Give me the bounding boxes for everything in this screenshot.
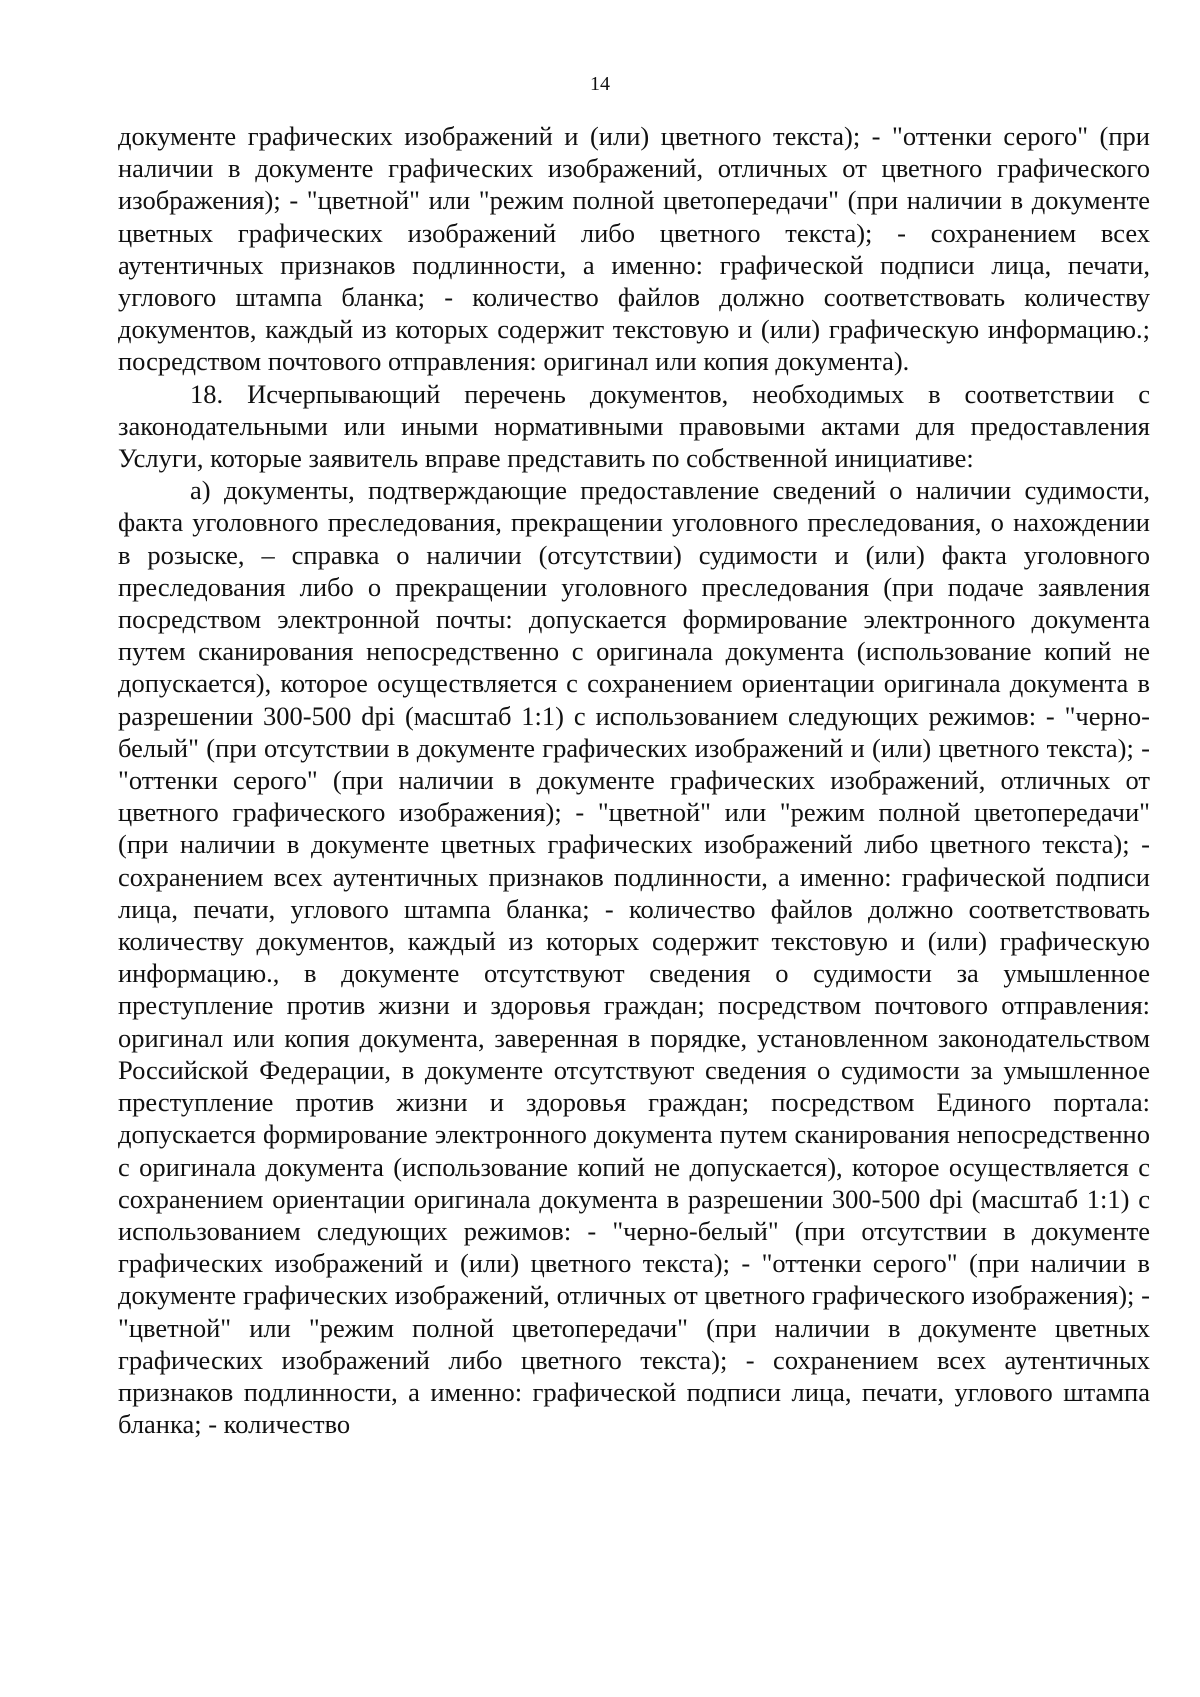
paragraph-subitem-a: а) документы, подтверждающие предоставление сведений о наличии судимости, факта уголовного преследования, прекращении уголовного преследования, о нахождении в розыске, – справка о наличии (отсутствии) судимости и (или) факта уголовного преследования либо о прекращении уголовного преследования (при подаче заявления посредством электронной почты: допускается формирование электронного документа путем сканирования непосредственно с оригинала документа (использование копий не допускается), которое осуществляется с сохранением ориентации оригинала документа в разрешении 300-500 dpi (масштаб 1:1) с использованием следующих режимов: - "черно-белый" (при отсутствии в документе графических изображений и (или) цветного текста); - "оттенки серого" (при наличии в документе графических изображений, отличных от цветного графического изображения); - "цветной" или "режим полной цветопередачи" (при наличии в документе цветных графических изображений либо цветного текста); - сохранением всех аутентичных признаков подлинности, а именно: графической подписи лица, печати, углового штампа бланка; - количество файлов должно соответствовать количеству документов, каждый из которых содержит текстовую и (или) графическую информацию., в документе отсутствуют сведения о судимости за умышленное преступление против жизни и здоровья граждан; посредством почтового отправления: оригинал или копия документа, заверенная в порядке, установленном законодательством Российской Федерации, в документе отсутствуют сведения о судимости за умышленное преступление против жизни и здоровья граждан; посредством Единого портала: допускается формирование электронного документа путем сканирования непосредственно с оригинала документа (использование копий не допускается), которое осуществляется с сохранением ориентации оригинала документа в разрешении 300-500 dpi (масштаб 1:1) с использованием следующих режимов: - "черно-белый" (при отсутствии в документе графических изображений и (или) цветного текста); - "оттенки серого" (при наличии в документе графических изображений, отличных от цветного графического изображения); - "цветной" или "режим полной цветопередачи" (при наличии в документе цветных графических изображений либо цветного текста); - сохранением всех аутентичных признаков подлинности, а именно: графической подписи лица, печати, углового штампа бланка; - количество [118, 475, 1150, 1440]
document-body [118, 120, 1150, 1440]
page-number: 14 [590, 73, 610, 95]
paragraph-continuation: документе графических изображений и (или) цветного текста); - "оттенки серого" (при наличии в документе графических изображений, отличных от цветного графического изображения); - "цветной" или "режим полной цветопередачи" (при наличии в документе цветных графических изображений либо цветного текста); - сохранением всех аутентичных признаков подлинности, а именно: графической подписи лица, печати, углового штампа бланка; - количество файлов должно соответствовать количеству документов, каждый из которых содержит текстовую и (или) графическую информацию.; посредством почтового отправления: оригинал или копия документа). [118, 121, 1150, 377]
paragraph-item-18: 18. Исчерпывающий перечень документов, необходимых в соответствии с законодательными или иными нормативными правовыми актами для предоставления Услуги, которые заявитель вправе представить по собственной инициативе: [118, 378, 1150, 474]
